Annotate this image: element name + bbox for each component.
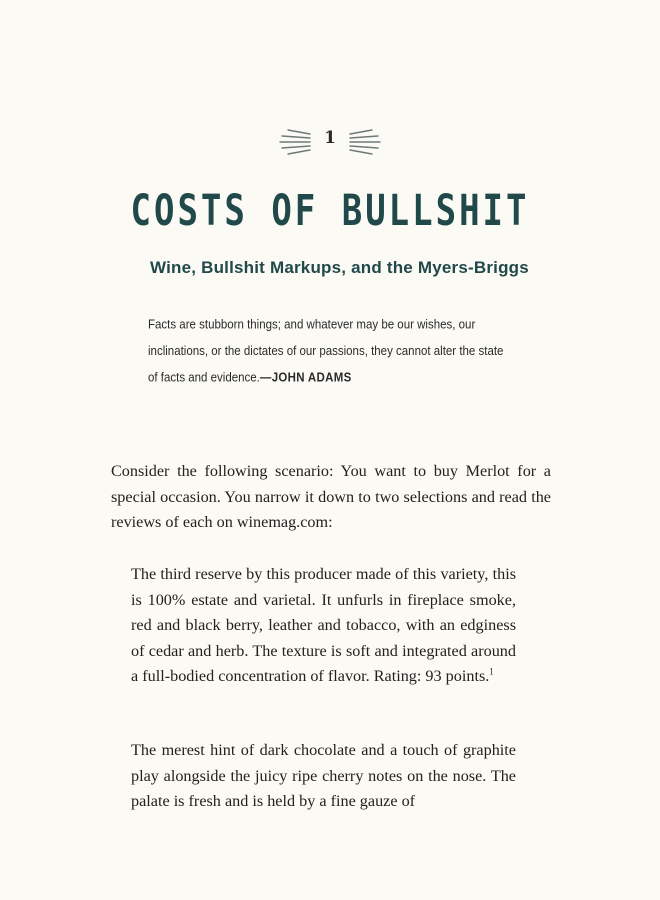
review-quote-1: [131, 562, 516, 690]
epigraph-attribution: —JOHN ADAMS: [259, 371, 352, 385]
body-paragraph-intro: Consider the following scenario: You want to buy Merlot for a special occasion. You narrow it down to two selections and read the reviews of each on winemag.com:: [111, 462, 551, 531]
footnote-marker: 1: [489, 666, 494, 677]
chapter-number: 1: [324, 128, 336, 148]
review-quote-2: The merest hint of dark chocolate and a touch of graphite play alongside the juicy ripe cherry notes on the nose. The palate is fresh and is held by a fine gauze of: [131, 741, 516, 810]
chapter-title: COSTS OF BULLSHIT: [130, 186, 530, 236]
epigraph-quote: Facts are stubborn things; and whatever may be our wishes, our inclinations, or the dictates of our passions, they cannot alter the state of facts and evidence.: [148, 318, 504, 385]
review-1-text: The third reserve by this producer made of this variety, this is 100% estate and varietal. It unfurls in fireplace smoke, red and black berry, leather and tobacco, with an edginess of cedar and herb. The texture is soft and integrated around a full-bodied concentration of flavor. Rating: 93 points.: [131, 565, 516, 685]
chapter-subtitle: Wine, Bullshit Markups, and the Myers-Briggs: [150, 258, 529, 277]
epigraph: [148, 312, 508, 391]
